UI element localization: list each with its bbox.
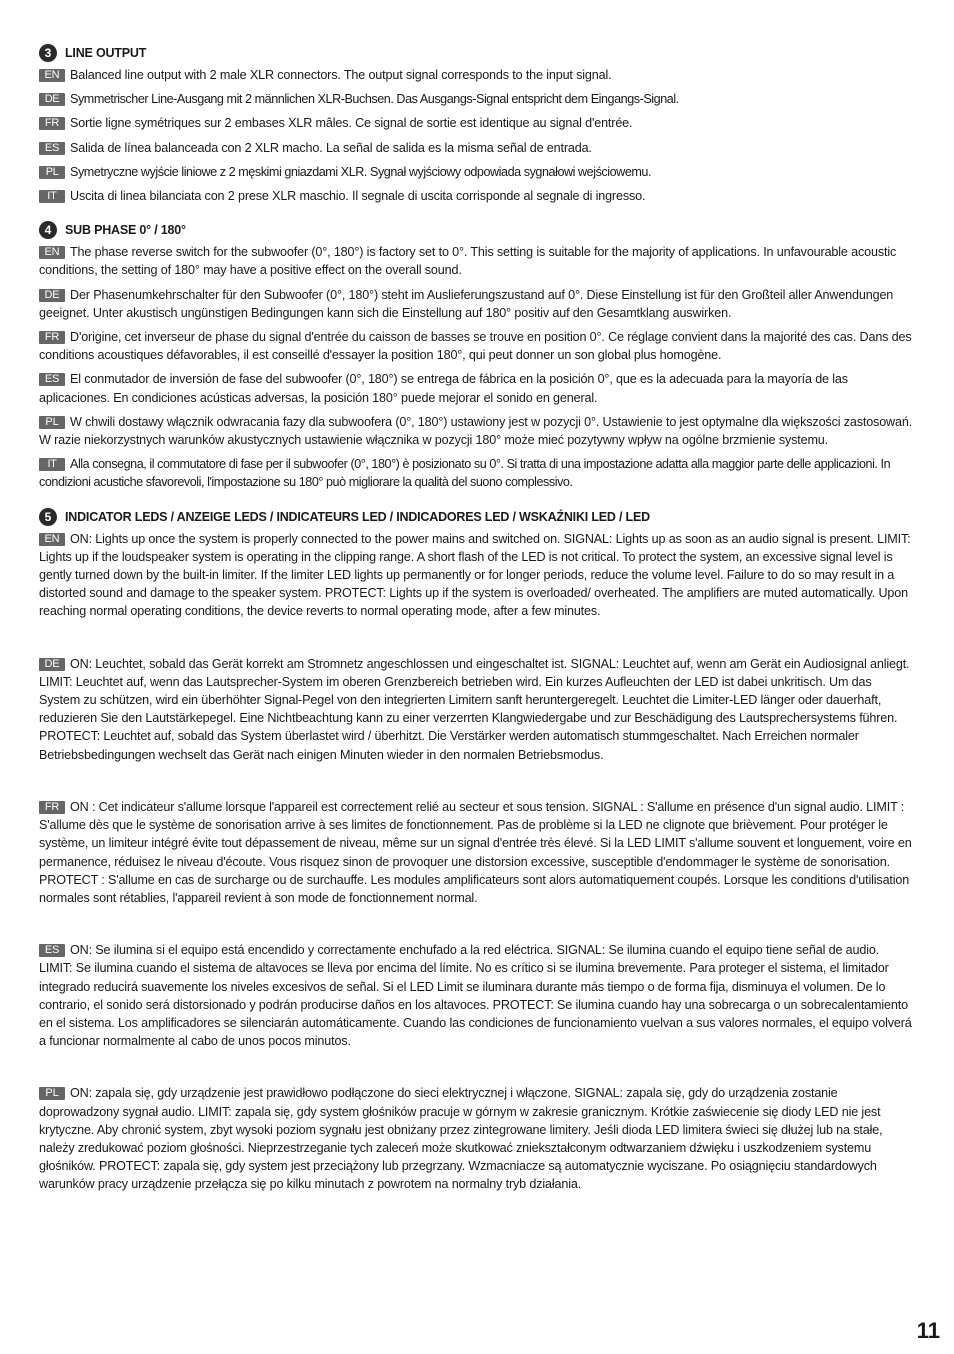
lang-tag: ES (39, 142, 65, 155)
paragraph-fr (39, 798, 915, 907)
section-header (39, 219, 915, 241)
paragraph-fr (39, 328, 915, 364)
paragraph-text: Balanced line output with 2 male XLR connectors. The output signal corresponds to the input signal. (70, 68, 612, 82)
paragraph-text: Symetryczne wyjście liniowe z 2 męskimi gniazdami XLR. Sygnał wyjściowy odpowiada sygnałowi wejściowemu. (70, 164, 652, 179)
section-number-badge: 5 (39, 508, 57, 526)
paragraph-pl (39, 163, 915, 181)
paragraph-it (39, 455, 915, 491)
page-number: 11 (916, 1318, 940, 1343)
paragraph-text: ON: zapala się, gdy urządzenie jest prawidłowo podłączone do sieci elektrycznej i włączone. SIGNAL: zapala się, gdy do urządzenia zostanie doprowadzony sygnał audio. LIMIT: zapala się, gdy system głośników pracuje w górnym w zakresie granicznym. Krótkie zaświecenie się diody LED nie jest krytyczne. Aby chronić system, zbyt wysoki poziom sygnału jest obniżany przez zintegrowane limitery. Jeśli dioda LED limitera świeci się dłużej lub na stałe, należy zredukować poziom głośności. Nieprzestrzeganie tych zaleceń może skutkować zniekształconym odtwarzaniem dźwięku i uszkodzeniem systemu głośników. PROTECT: zapala się, gdy system jest przeciążony lub przegrzany. Wzmacniacze są automatycznie wyciszane. Po osiągnięciu standardowych warunków pracy urządzenie przełącza się po kilku minutach z powrotem na normalny tryb działania. (39, 1086, 883, 1192)
paragraph-en (39, 530, 915, 621)
lang-tag: EN (39, 533, 65, 546)
lang-tag: PL (39, 416, 65, 429)
section-title: LINE OUTPUT (65, 45, 147, 61)
section-indicator-leds (39, 506, 915, 1194)
lang-tag: FR (39, 801, 65, 814)
paragraph-de (39, 655, 915, 764)
section-number-badge: 3 (39, 44, 57, 62)
lang-tag: ES (39, 944, 65, 957)
section-title: INDICATOR LEDS / ANZEIGE LEDS / INDICATEURS LED / INDICADORES LED / WSKAŹNIKI LED / LED (65, 509, 650, 525)
paragraph-de (39, 90, 915, 108)
paragraph-text: ON : Cet indicateur s'allume lorsque l'appareil est correctement relié au secteur et sous tension. SIGNAL : S'allume en présence d'un signal audio. LIMIT : S'allume dès que le système de sonorisation arrive à ses limites de fonctionnement. Pas de problème si la LED ne clignote que brièvement. Pour protéger le système, un limiteur intégré évite tout dépassement de niveau, même sur un signal d'entrée très élevé. Si la LED LIMIT s'allume souvent et longuement, voire en permanence, réduisez le niveau d'écoute. Vous risquez sinon de provoquer une distorsion excessive, susceptible d'endommager le système de sonorisation. PROTECT : S'allume en cas de surcharge ou de surchauffe. Les modules amplificateurs sont alors automatiquement coupés. Lorsque les conditions d'utilisation normales sont rétablies, l'appareil revient à son mode de fonctionnement normal. (39, 799, 912, 905)
section-sub-phase (39, 219, 915, 491)
lang-tag: PL (39, 166, 65, 179)
paragraph-en (39, 66, 915, 84)
paragraph-text: The phase reverse switch for the subwoofer (0°, 180°) is factory set to 0°. This setting is suitable for the majority of applications. In unfavourable acoustic conditions, the setting of 180° may have a positive effect on the overall sound. (39, 245, 897, 278)
section-header (39, 42, 915, 64)
lang-tag: PL (39, 1087, 65, 1100)
paragraph-text: Der Phasenumkehrschalter für den Subwoofer (0°, 180°) steht im Auslieferungszustand auf 0°. Diese Einstellung ist für den Großteil aller Anwendungen geeignet. Unter akustisch ungünstigen Bedingungen kann sich die Einstellung auf 180° positiv auf den Gesamtklang auswirken. (39, 287, 894, 320)
lang-tag: IT (39, 458, 65, 471)
section-title: SUB PHASE 0° / 180° (65, 222, 186, 238)
paragraph-es (39, 941, 915, 1050)
paragraph-text: W chwili dostawy włącznik odwracania fazy dla subwoofera (0°, 180°) ustawiony jest w pozycji 0°. Ustawienie to jest optymalne dla większości zastosowań. W razie niekorzystnych warunków akustycznych ustawienie włącznika w pozycji 180° może mieć pozytywny wpływ na ogólne brzmienie systemu. (39, 414, 913, 448)
paragraph-text: ON: Lights up once the system is properly connected to the power mains and switched on. SIGNAL: Lights up as soon as an audio signal is present. LIMIT: Lights up if the loudspeaker system is operating in the clipping range. A short flash of the LED is not critical. To protect the system, an excessive signal level is gently turned down by the built-in limiter. If the limiter LED lights up permanently or for longer periods, reduce the volume level. Failure to do so may result in a distorted sound and damage to the speaker system. PROTECT: Lights up if the system is overloaded/ overheated. The amplifiers are muted automatically. Upon reaching normal operating conditions, the device reverts to normal operating mode, after a few minutes. (39, 531, 911, 619)
paragraph-text: Symmetrischer Line-Ausgang mit 2 männlichen XLR-Buchsen. Das Ausgangs-Signal entspricht dem Eingangs-Signal. (70, 92, 679, 107)
lang-tag: DE (39, 658, 65, 671)
paragraph-text: Uscita di linea bilanciata con 2 prese XLR maschio. Il segnale di uscita corrisponde al segnale di ingresso. (70, 189, 646, 204)
paragraph-text: D'origine, cet inverseur de phase du signal d'entrée du caisson de basses se trouve en position 0°. Ce réglage convient dans la majorité des cas. Dans des conditions acoustiques défavorables, il est conseillé d'essayer la position 180°, qui peut donner un son global plus homogène. (39, 330, 912, 363)
manual-page (39, 42, 915, 1208)
lang-tag: ES (39, 373, 65, 386)
paragraph-text: ON: Leuchtet, sobald das Gerät korrekt am Stromnetz angeschlossen und eingeschaltet ist. SIGNAL: Leuchtet auf, wenn am Gerät ein Audiosignal anliegt. LIMIT: Leuchtet auf, wenn das Lautsprecher-System im oberen Grenzbereich betrieben wird. Ein kurzes Aufleuchten der LED ist dabei unkritisch. Um das System zu schützen, wird ein überhöhter Signal-Pegel von den integrierten Limitern sanft heruntergeregelt. Leuchtet die Limiter-LED länger oder dauerhaft, reduzieren Sie den Lautstärkepegel. Eine Nichtbeachtung kann zu einer verzerrten Klangwiedergabe und zur Beschädigung des Lautsprechersystems führen. PROTECT: Leuchtet auf, sobald das System überlastet wird / überhitzt. Die Verstärker werden automatisch stummgeschaltet. Nach Erreichen normaler Betriebsbedingungen wechselt das Gerät nach einigen Minuten wieder in den normalen Betriebsmodus. (39, 656, 910, 762)
section-header (39, 506, 915, 528)
paragraph-es (39, 370, 915, 406)
section-line-output (39, 42, 915, 205)
paragraph-es (39, 139, 915, 157)
lang-tag: FR (39, 117, 65, 130)
paragraph-text: ON: Se ilumina si el equipo está encendido y correctamente enchufado a la red eléctrica. SIGNAL: Se ilumina cuando el equipo tiene señal de audio. LIMIT: Se ilumina cuando el sistema de altavoces se lleva por encima del límite. No es crítico si se ilumina brevemente. Para proteger el sistema, el limitador integrado reducirá suavemente los niveles excesivos de señal. Si el LED Limit se iluminara durante más tiempo o de forma fija, disminuya el volumen. De lo contrario, el sonido será distorsionado y podrán producirse daños en los altavoces. PROTECT: Se ilumina cuando hay una sobrecarga o un sobrecalentamiento en el sistema. Los amplificadores se silenciarán automáticamente. Cuando las condiciones de funcionamiento vuelvan a sus valores normales, el equipo volverá a funcionar normalmente al cabo de unos pocos minutos. (39, 943, 912, 1049)
lang-tag: DE (39, 289, 65, 302)
paragraph-it (39, 187, 915, 205)
paragraph-pl (39, 1084, 915, 1193)
lang-tag: FR (39, 331, 65, 344)
paragraph-pl (39, 413, 915, 449)
paragraph-fr (39, 114, 915, 132)
paragraph-text: El conmutador de inversión de fase del subwoofer (0°, 180°) se entrega de fábrica en la posición 0°, que es la adecuada para la mayoría de las aplicaciones. En condiciones acústicas adversas, la posición 180° puede mejorar el sonido en general. (39, 372, 848, 405)
paragraph-text: Alla consegna, il commutatore di fase per il subwoofer (0°, 180°) è posizionato su 0°. Si tratta di una impostazione adatta alla maggior parte delle applicazioni. In condizioni acustiche sfavorevoli, l'impostazione su 180° può migliorare la qualità del suono complessivo. (39, 457, 891, 490)
paragraph-de (39, 286, 915, 322)
lang-tag: EN (39, 69, 65, 82)
paragraph-en (39, 243, 915, 279)
paragraph-text: Sortie ligne symétriques sur 2 embases XLR mâles. Ce signal de sortie est identique au signal d'entrée. (70, 116, 633, 131)
lang-tag: DE (39, 93, 65, 106)
lang-tag: IT (39, 190, 65, 203)
lang-tag: EN (39, 246, 65, 259)
section-number-badge: 4 (39, 221, 57, 239)
paragraph-text: Salida de línea balanceada con 2 XLR macho. La señal de salida es la misma señal de entrada. (70, 140, 592, 155)
